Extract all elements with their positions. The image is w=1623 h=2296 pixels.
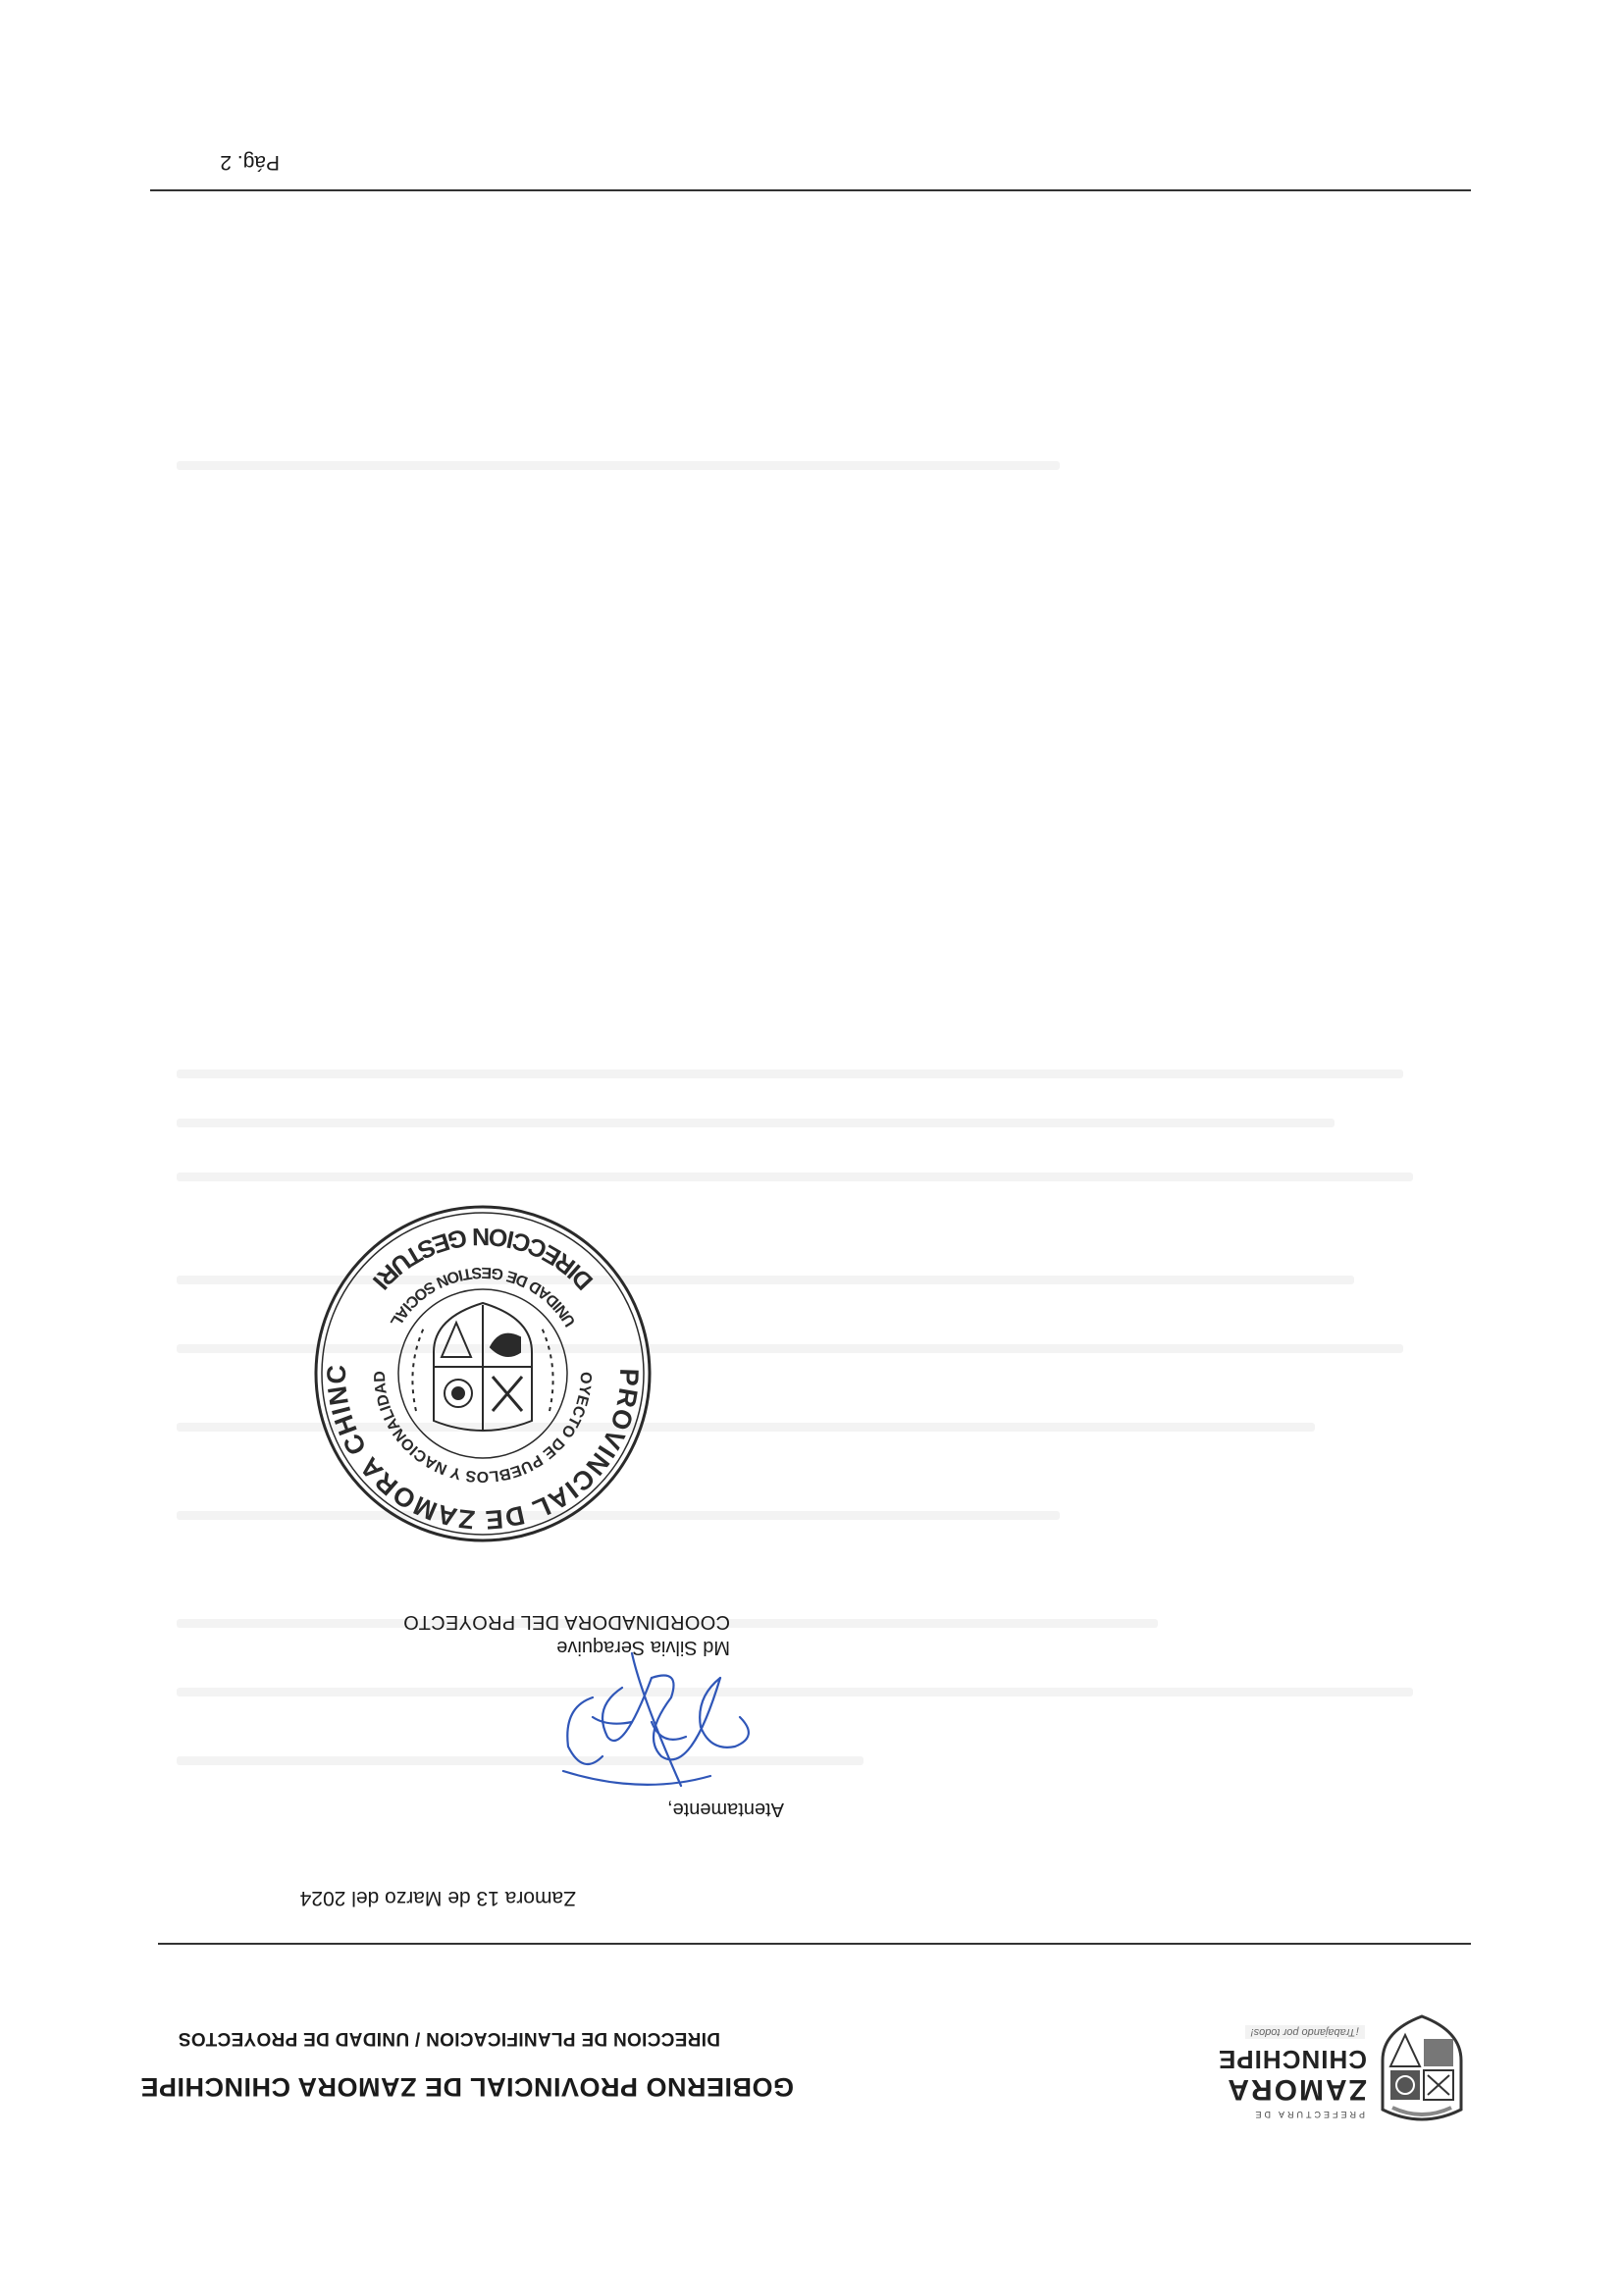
stamp-inner-text: OYECTO DE PUEBLOS Y NACIONALIDAD [371, 1370, 595, 1486]
svg-text:DIRECCION GESTURI [367, 1223, 599, 1295]
signer-name: Md Silvia Seraquive [556, 1637, 730, 1658]
handwritten-signature [524, 1648, 779, 1815]
letterhead [139, 2011, 1471, 2129]
organization-title: GOBIERNO PROVINCIAL DE ZAMORA CHINCHIPE [139, 2072, 794, 2102]
logo-brand-label: PREFECTURA DE [1252, 2110, 1365, 2119]
stamp-lower-inner-text: UNIDAD DE GESTION SOCIAL [386, 1263, 580, 1330]
footer-divider [150, 190, 1471, 192]
prefectura-logo [1177, 2011, 1471, 2129]
department-subtitle: DIRECCION DE PLANIFICACION / UNIDAD DE PROYECTOS [178, 2028, 720, 2049]
logo-motto: ¡Trabajando por todos! [1245, 2025, 1365, 2039]
stamp-emblem [412, 1303, 552, 1431]
page-number: Pág. 2 [220, 151, 280, 174]
stamp-outer-text: PROVINCIAL DE ZAMORA CHINC [321, 1363, 645, 1536]
stamp-lower-outer-text: DIRECCION GESTURI [366, 1222, 600, 1295]
logo-name-line2: CHINCHIPE [1217, 2045, 1367, 2074]
coat-of-arms-icon [1373, 2013, 1471, 2129]
svg-text:GAD PROVINCIAL DE ZAMORA CHINC [322, 1364, 657, 1548]
letter-closing: Atentamente, [667, 1799, 784, 1820]
letter-date: Zamora 13 de Marzo del 2024 [299, 1887, 576, 1909]
stamp-seal-icon [308, 1199, 657, 1548]
signer-role: COORDINADORA DEL PROYECTO [402, 1611, 730, 1633]
logo-name-line1: ZAMORA [1226, 2073, 1367, 2106]
official-stamp [308, 1199, 657, 1548]
header-divider [158, 1944, 1471, 1946]
